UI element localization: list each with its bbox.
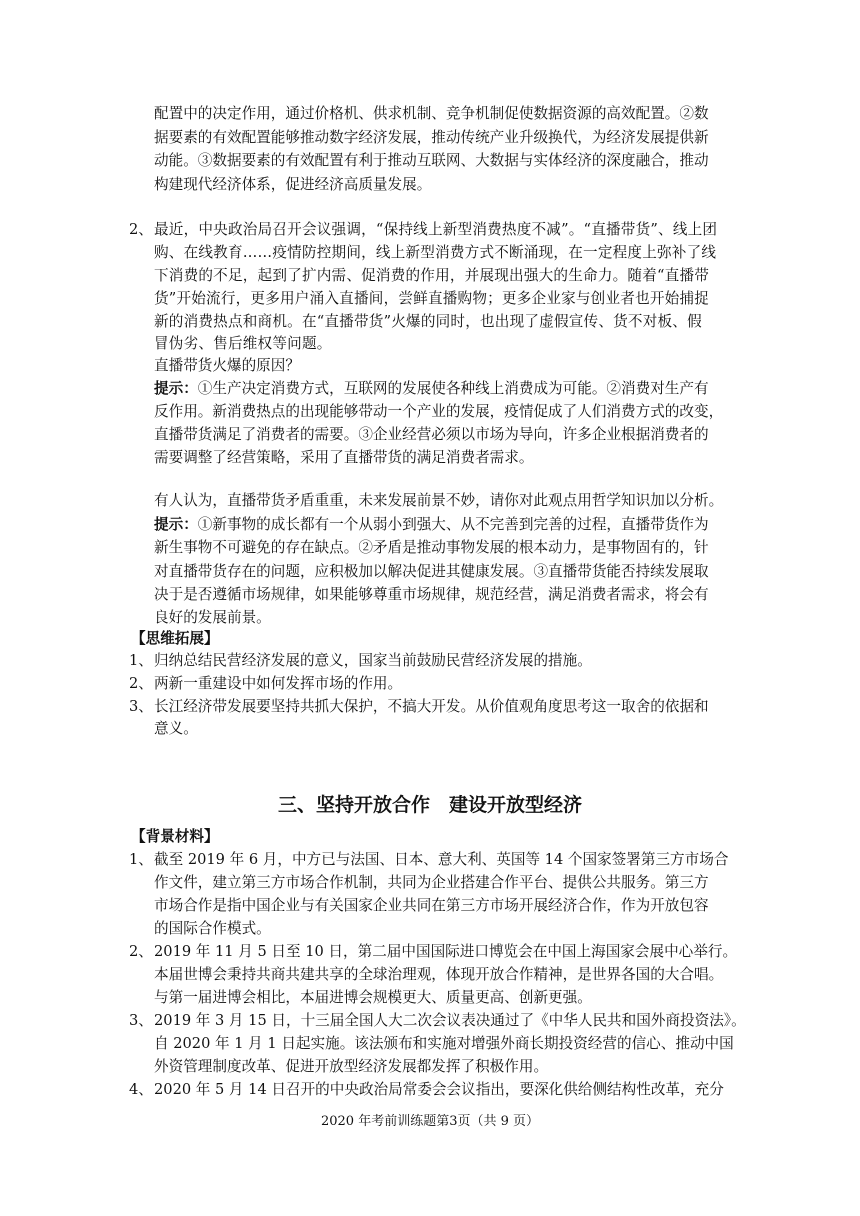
question-2: 有人认为，直播带货矛盾重重，未来发展前景不妙，请你对此观点用哲学知识加以分析。 xyxy=(154,492,724,509)
answer-2-line: 决于是否遵循市场规律，如果能够尊重市场规律，规范经营，满足消费者需求，将会有 xyxy=(154,586,709,603)
list-item: 意义。 xyxy=(154,720,198,737)
answer-2-line: 新生事物不可避免的存在缺点。②矛盾是推动事物发展的根本动力，是事物固有的，针 xyxy=(154,539,709,556)
answer-1-line: 反作用。新消费热点的出现能够带动一个产业的发展，疫情促成了人们消费方式的改变， xyxy=(154,403,724,420)
item-number: 2、 xyxy=(129,943,153,960)
list-item: 2019 年 11 月 5 日至 10 日，第二届中国国际进口博览会在中国上海国家会展中心举行。 xyxy=(154,943,738,960)
list-item: 2020 年 5 月 14 日召开的中央政治局常委会会议指出，要深化供给侧结构性改革，充分 xyxy=(154,1081,724,1098)
item-number: 2、 xyxy=(129,675,153,692)
list-item: 作文件，建立第三方市场合作机制，共同为企业搭建合作平台、提供公共服务。第三方 xyxy=(154,874,709,891)
list-item: 归纳总结民营经济发展的意义，国家当前鼓励民营经济发展的措施。 xyxy=(154,652,592,669)
item-number: 2、 xyxy=(129,221,153,238)
list-item: 自 2020 年 1 月 1 日起实施。该法颁布和实施对增强外商长期投资经营的信心、推动中国 xyxy=(154,1035,734,1052)
text-line: 配置中的决定作用，通过价格机、供求机制、竞争机制促使数据资源的高效配置。②数 xyxy=(154,105,709,122)
text-line: 构建现代经济体系，促进经济高质量发展。 xyxy=(154,176,432,193)
hint-text: ①新事物的成长都有一个从弱小到强大、从不完善到完善的过程，直播带货作为 xyxy=(197,516,709,533)
item-number: 1、 xyxy=(129,652,153,669)
list-item: 市场合作是指中国企业与有关国家企业共同在第三方市场开展经济合作，作为开放包容 xyxy=(154,897,709,914)
item-number: 3、 xyxy=(129,1012,153,1029)
list-item: 2019 年 3 月 15 日，十三届全国人大二次会议表决通过了《中华人民共和国外商投资法》。 xyxy=(154,1012,746,1029)
question-1: 直播带货火爆的原因？ xyxy=(154,357,300,374)
list-item: 的国际合作模式。 xyxy=(154,920,271,937)
section-heading-background: 【背景材料】 xyxy=(131,828,219,845)
list-item: 本届世博会秉持共商共建共享的全球治理观，体现开放合作精神，是世界各国的大合唱。 xyxy=(154,966,724,983)
list-item: 与第一届进博会相比，本届进博会规模更大、质量更高、创新更强。 xyxy=(154,989,592,1006)
material-line: 购、在线教育……疫情防控期间，线上新型消费方式不断涌现，在一定程度上弥补了线 xyxy=(154,244,717,261)
material-line: 下消费的不足，起到了扩内需、促消费的作用，并展现出强大的生命力。随着“直播带 xyxy=(154,267,710,284)
item-number: 4、 xyxy=(129,1081,153,1098)
material-line: 冒伪劣、售后维权等问题。 xyxy=(154,335,332,352)
page-footer: 2020 年考前训练题第3页（共 9 页） xyxy=(320,1114,540,1129)
list-item: 截至 2019 年 6 月，中方已与法国、日本、意大利、英国等 14 个国家签署第三方市场合 xyxy=(154,851,729,868)
answer-1-line: 需要调整了经营策略，采用了直播带货的满足消费者需求。 xyxy=(154,449,534,466)
answer-1-line xyxy=(154,379,709,399)
section-title: 三、坚持开放合作 建设开放型经济 xyxy=(277,794,582,816)
section-heading-thinking: 【思维拓展】 xyxy=(131,630,219,647)
list-item: 长江经济带发展要坚持共抓大保护，不搞大开发。从价值观角度思考这一取舍的依据和 xyxy=(154,698,709,715)
list-item: 外资管理制度改革、促进开放型经济发展都发挥了积极作用。 xyxy=(154,1058,549,1075)
material-line: 新的消费热点和商机。在“直播带货”火爆的同时，也出现了虚假宣传、货不对板、假 xyxy=(154,313,702,330)
hint-label: 提示： xyxy=(154,516,198,533)
answer-2-line: 对直播带货存在的问题，应积极加以解决促进其健康发展。③直播带货能否持续发展取 xyxy=(154,563,709,580)
item-number: 1、 xyxy=(129,851,153,868)
text-line: 动能。③数据要素的有效配置有利于推动互联网、大数据与实体经济的深度融合，推动 xyxy=(154,152,709,169)
answer-1-line: 直播带货满足了消费者的需要。③企业经营必须以市场为导向，许多企业根据消费者的 xyxy=(154,426,709,443)
list-item: 两新一重建设中如何发挥市场的作用。 xyxy=(154,675,403,692)
text-line: 据要素的有效配置能够推动数字经济发展，推动传统产业升级换代，为经济发展提供新 xyxy=(154,129,709,146)
item-number: 3、 xyxy=(129,698,153,715)
hint-text: ①生产决定消费方式，互联网的发展使各种线上消费成为可能。②消费对生产有 xyxy=(197,380,709,397)
material-line: 最近，中央政治局召开会议强调，“保持线上新型消费热度不减”。“直播带货”、线上团 xyxy=(154,221,718,238)
answer-2-line: 良好的发展前景。 xyxy=(154,609,271,626)
hint-label: 提示： xyxy=(154,380,198,397)
material-line: 货”开始流行，更多用户涌入直播间，尝鲜直播购物；更多企业家与创业者也开始捕捉 xyxy=(154,290,710,307)
answer-2-line xyxy=(154,515,709,535)
